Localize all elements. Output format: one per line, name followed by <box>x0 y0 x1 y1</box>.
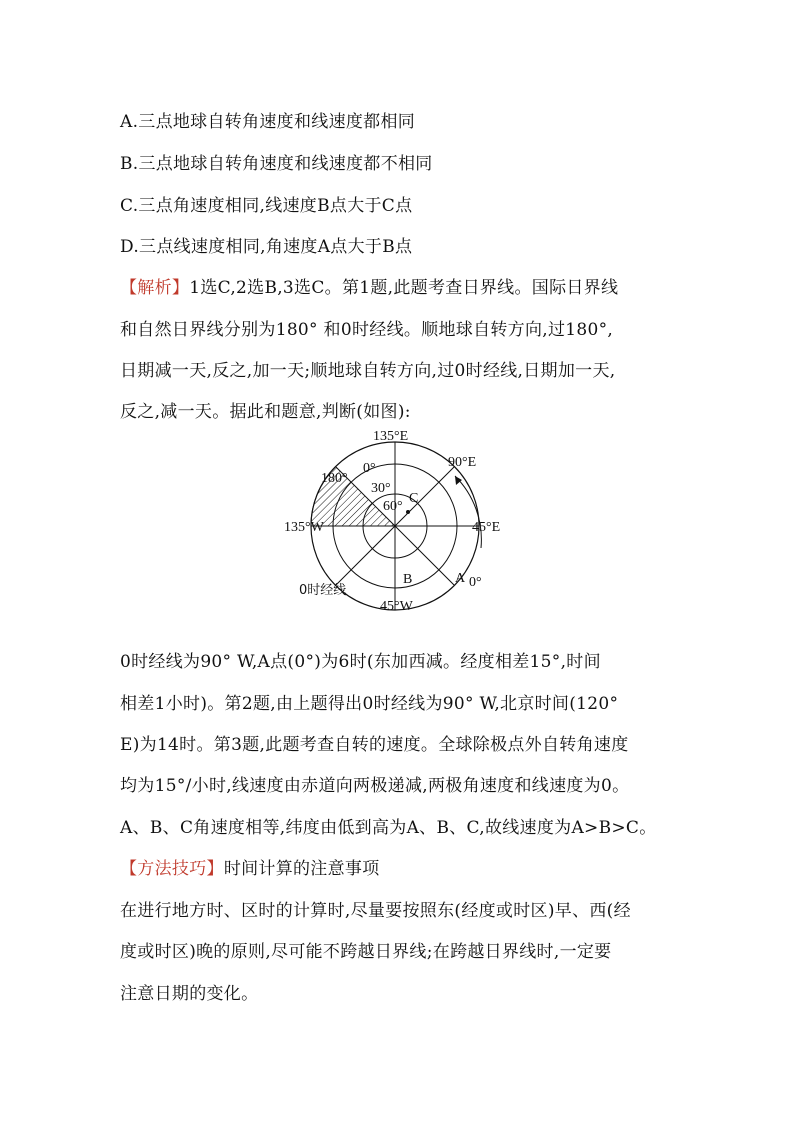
rotation-arrow-head <box>455 476 462 485</box>
option-b: B.三点地球自转角速度和线速度都不相同 <box>120 154 433 174</box>
label-lat60: 60° <box>383 499 403 514</box>
label-135e: 135°E <box>373 430 409 444</box>
analysis-line-4: 反之,减一天。据此和题意,判断(如图): <box>120 402 411 422</box>
tips-line-2: 度或时区)晚的原则,尽可能不跨越日界线;在跨越日界线时,一定要 <box>120 942 612 962</box>
label-45w: 45°W <box>380 599 413 614</box>
option-a: A.三点地球自转角速度和线速度都相同 <box>120 112 416 132</box>
analysis-line-2: 和自然日界线分别为180° 和0时经线。顺地球自转方向,过180°, <box>120 320 614 340</box>
rotation-arrow-arc <box>455 476 481 548</box>
zero-meridian-line <box>336 526 395 585</box>
after-line-5: A、B、C角速度相等,纬度由低到高为A、B、C,故线速度为A>B>C。 <box>120 818 657 838</box>
after-line-4: 均为15°/小时,线速度由赤道向两极递减,两极角速度和线速度为0。 <box>120 776 630 796</box>
label-point-b: B <box>403 572 413 587</box>
after-line-2: 相差1小时)。第2题,由上题得出0时经线为90° W,北京时间(120° <box>120 694 619 714</box>
tips-line-1: 在进行地方时、区时的计算时,尽量要按照东(经度或时区)早、西(经 <box>120 901 631 921</box>
tips-heading <box>120 854 380 879</box>
tips-line-3: 注意日期的变化。 <box>120 984 259 1004</box>
analysis-line-1 <box>120 273 618 298</box>
label-45e: 45°E <box>472 520 501 535</box>
analysis-text-1: 1选C,2选B,3选C。第1题,此题考查日界线。国际日界线 <box>189 278 619 298</box>
analysis-line-3: 日期减一天,反之,加一天;顺地球自转方向,过0时经线,日期加一天, <box>120 361 616 381</box>
tips-title: 时间计算的注意事项 <box>223 859 380 879</box>
label-180: 180° <box>321 471 348 486</box>
tips-tag: 【方法技巧】 <box>120 859 224 879</box>
label-135w: 135°W <box>284 520 324 535</box>
label-lat30: 30° <box>371 481 391 496</box>
label-zero-meridian: 0时经线 <box>299 583 347 598</box>
point-c-dot <box>406 510 410 514</box>
label-point-c: C <box>409 491 419 506</box>
label-a-zero: 0° <box>469 575 482 590</box>
label-0-upper: 0° <box>363 461 376 476</box>
meridian-diagonal-ne <box>395 467 454 526</box>
option-c: C.三点角速度相同,线速度B点大于C点 <box>120 196 413 216</box>
analysis-tag: 【解析】 <box>120 278 190 298</box>
after-line-3: E)为14时。第3题,此题考查自转的速度。全球除极点外自转角速度 <box>120 735 629 755</box>
polar-view-diagram <box>275 430 515 620</box>
label-90e: 90°E <box>448 455 477 470</box>
label-point-a: A <box>455 571 466 586</box>
option-d: D.三点线速度相同,角速度A点大于B点 <box>120 237 413 257</box>
after-line-1: 0时经线为90° W,A点(0°)为6时(东加西减。经度相差15°,时间 <box>120 652 601 672</box>
